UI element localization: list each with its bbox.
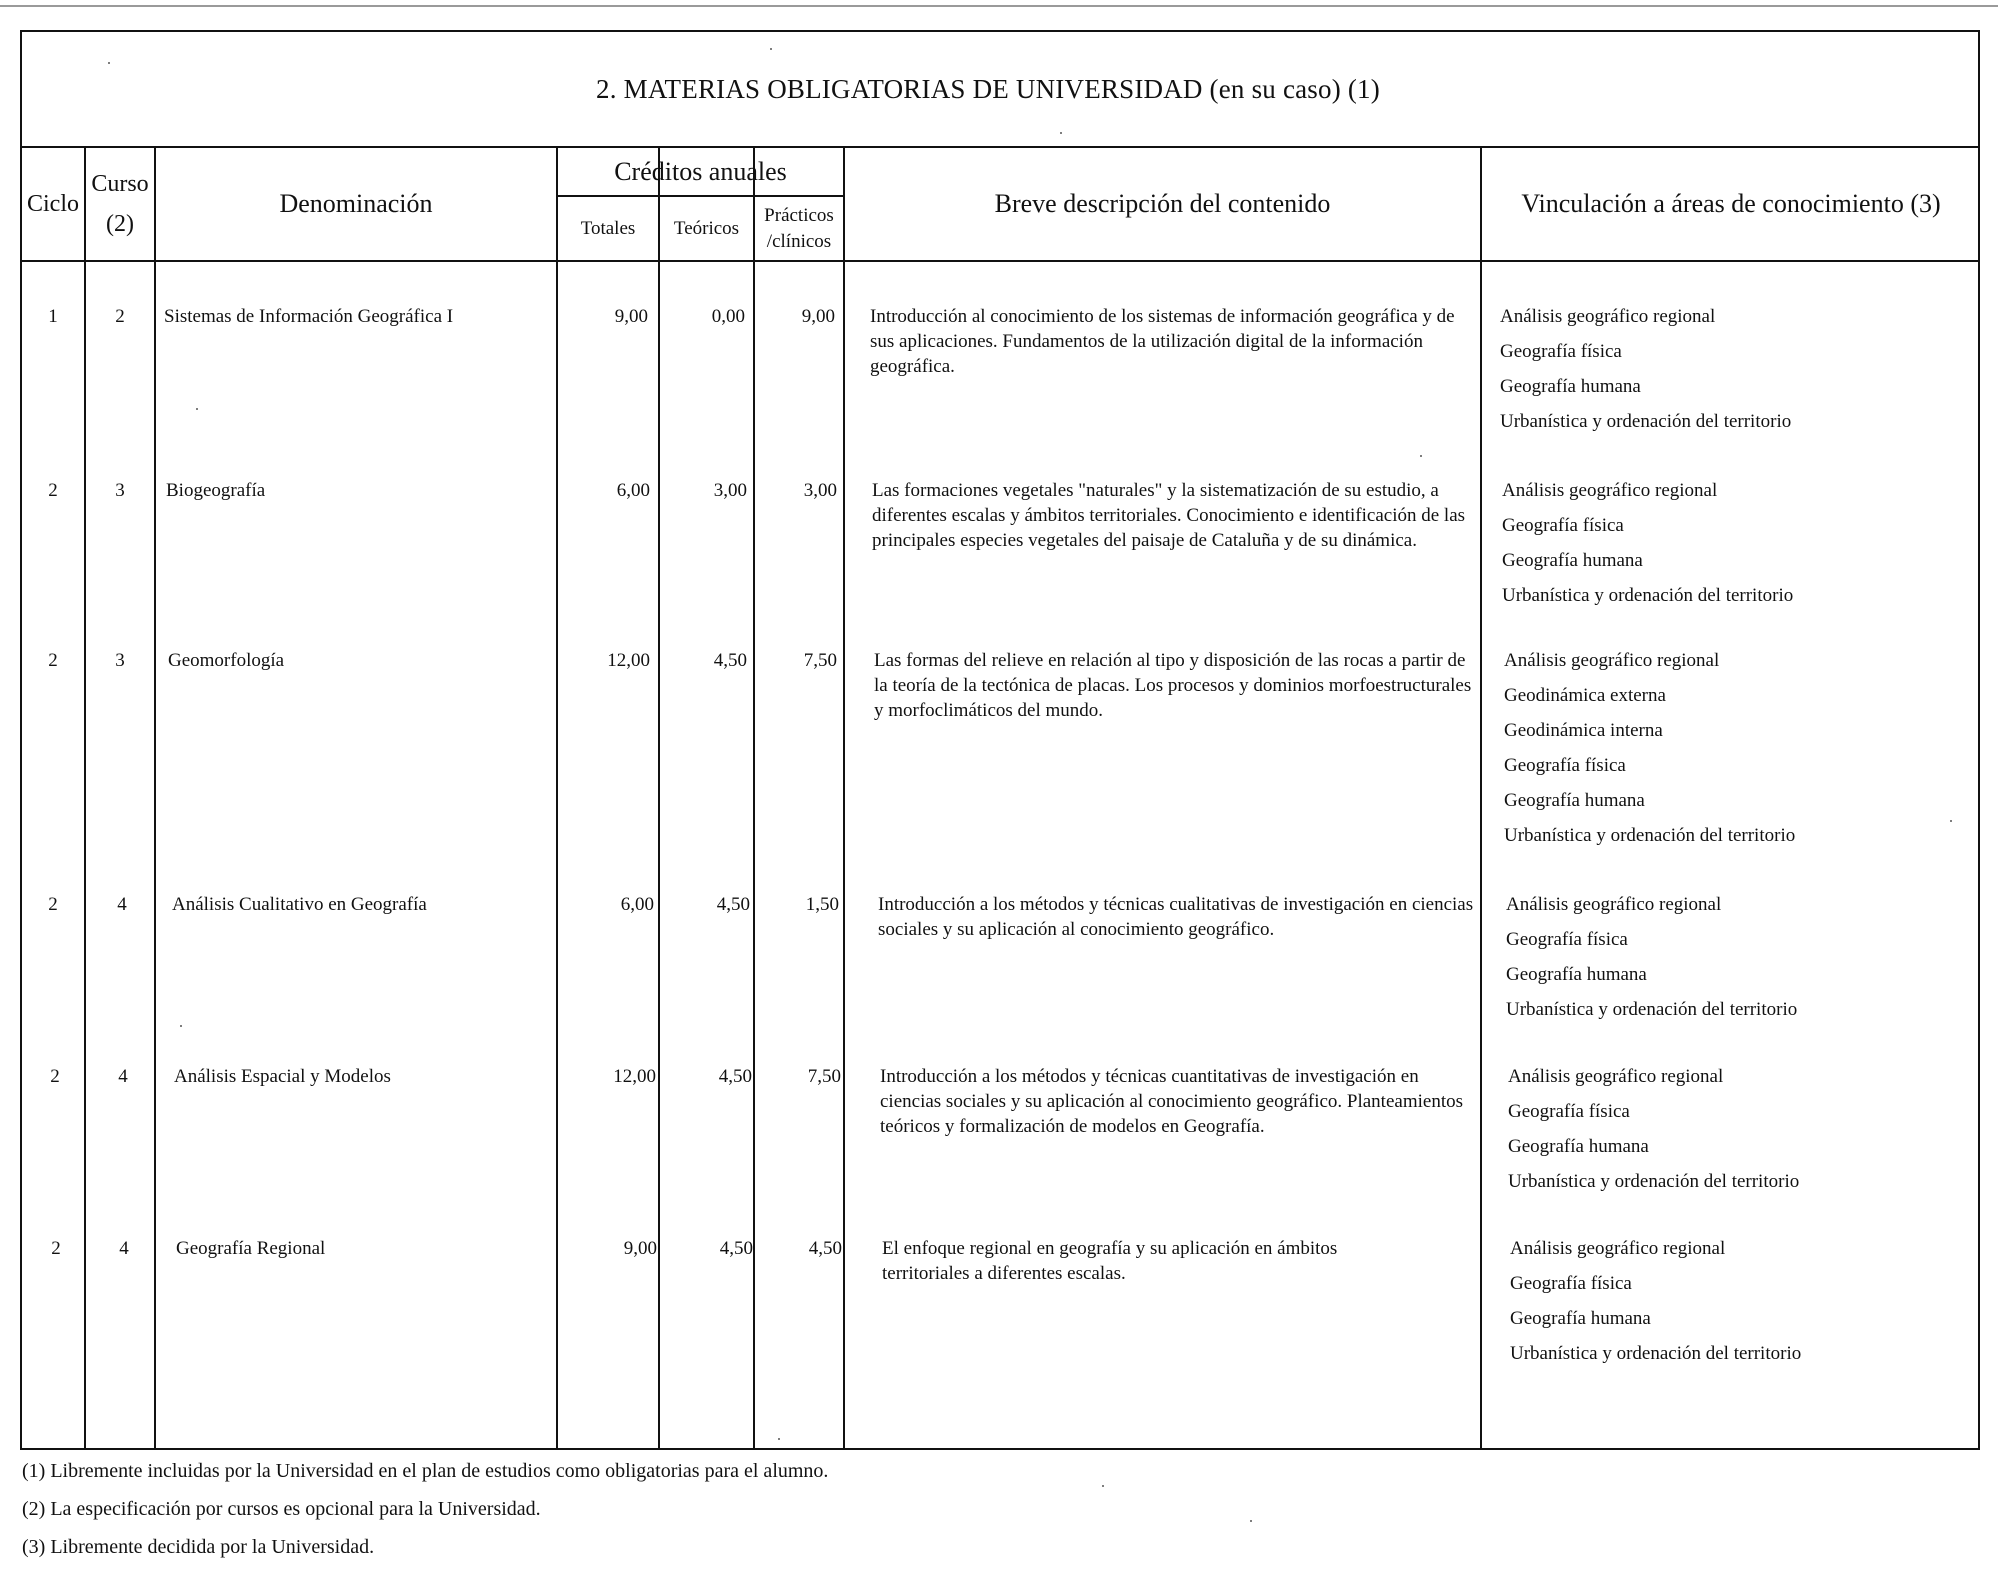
row-4-ciclo: 2: [48, 894, 58, 915]
row-3-teoricos: 4,50: [713, 650, 747, 671]
col-divider: [1480, 148, 1482, 1448]
row-6-ciclo: 2: [51, 1238, 61, 1259]
row-1-curso: 2: [115, 306, 125, 327]
row-1-descripcion: Introducción al conocimiento de los sistemas de información geográfica y de sus aplicaciones. Fundamentos de la utilización digital de la información geográfica.: [870, 306, 1455, 377]
area-item: Análisis geográfico regional: [1508, 1066, 1724, 1087]
area-item: Análisis geográfico regional: [1510, 1238, 1726, 1259]
area-item: Geografía humana: [1502, 550, 1643, 571]
header-teoricos: Teóricos: [673, 217, 740, 239]
row-2-curso: 3: [115, 480, 125, 501]
scan-speck: [778, 1438, 780, 1440]
header-practicos: [755, 197, 843, 260]
area-item: Geografía humana: [1508, 1136, 1649, 1157]
scan-speck: [196, 408, 198, 410]
row-4-areas: [1506, 892, 1976, 1032]
area-item: Geografía humana: [1500, 376, 1641, 397]
row-1-totales: 9,00: [614, 306, 648, 327]
footnote-2: (2) La especificación por cursos es opcional para la Universidad.: [22, 1498, 541, 1520]
area-item: Urbanística y ordenación del territorio: [1508, 1171, 1800, 1192]
row-3-practicos: 7,50: [803, 650, 837, 671]
header-descripcion: Breve descripción del contenido: [994, 189, 1331, 218]
row-3-totales: 12,00: [607, 650, 650, 671]
row-4-descripcion: Introducción a los métodos y técnicas cualitativas de investigación en ciencias sociales y su aplicación al conocimiento geográfico.: [878, 894, 1474, 940]
row-3-denominacion: Geomorfología: [168, 650, 285, 671]
row-2-practicos: 3,00: [803, 480, 837, 501]
footnote-1: (1) Libremente incluidas por la Universidad en el plan de estudios como obligatorias para el alumno.: [22, 1460, 829, 1482]
scan-speck: [108, 62, 110, 64]
header-ciclo: Ciclo: [27, 190, 79, 217]
area-item: Geografía física: [1508, 1101, 1630, 1122]
row-4-totales: 6,00: [620, 894, 654, 915]
row-2-areas: [1502, 478, 1972, 618]
row-1-areas: [1500, 304, 1970, 444]
header-curso: [86, 148, 154, 260]
header-curso-label: Curso: [91, 171, 149, 197]
subjects-table: [20, 30, 1980, 1450]
row-1-denominacion: Sistemas de Información Geográfica I: [164, 306, 454, 327]
area-item: Urbanística y ordenación del territorio: [1510, 1343, 1802, 1364]
row-5-practicos: 7,50: [807, 1066, 841, 1087]
row-2-denominacion: Biogeografía: [166, 480, 266, 501]
area-item: Geografía humana: [1510, 1308, 1651, 1329]
row-5-curso: 4: [118, 1066, 128, 1087]
header-curso-note: (2): [106, 211, 134, 237]
top-rule: [0, 5, 1998, 7]
scan-speck: [1250, 1520, 1252, 1522]
row-6-curso: 4: [119, 1238, 129, 1259]
row-1-ciclo: 1: [48, 306, 58, 327]
footnote-3: (3) Libremente decidida por la Universidad.: [22, 1536, 375, 1558]
area-item: Análisis geográfico regional: [1504, 650, 1720, 671]
row-5-totales: 12,00: [613, 1066, 656, 1087]
header-bottom-rule: [22, 260, 1978, 262]
row-2-totales: 6,00: [616, 480, 650, 501]
header-totales: Totales: [580, 217, 636, 239]
area-item: Urbanística y ordenación del territorio: [1502, 585, 1794, 606]
row-4-practicos: 1,50: [805, 894, 839, 915]
row-4-denominacion: Análisis Cualitativo en Geografía: [172, 894, 427, 915]
row-6-descripcion: El enfoque regional en geografía y su aplicación en ámbitos territoriales a diferentes escalas.: [882, 1238, 1338, 1284]
row-2-descripcion: Las formaciones vegetales "naturales" y la sistematización de su estudio, a diferentes escalas y ámbitos territoriales. Conocimiento e identificación de las principales especies vegetales del paisaje de Cataluña y de su dinámica.: [872, 480, 1466, 551]
area-item: Geografía física: [1504, 755, 1626, 776]
area-item: Geografía física: [1502, 515, 1624, 536]
header-practicos-line2: /clínicos: [766, 230, 832, 252]
area-item: Geodinámica externa: [1504, 685, 1666, 706]
area-item: Análisis geográfico regional: [1500, 306, 1716, 327]
scan-speck: [1950, 820, 1952, 822]
area-item: Geografía física: [1506, 929, 1628, 950]
row-1-teoricos: 0,00: [711, 306, 745, 327]
row-5-teoricos: 4,50: [718, 1066, 752, 1087]
col-divider: [843, 148, 845, 1448]
row-5-areas: [1508, 1064, 1978, 1204]
scan-speck: [770, 48, 772, 50]
row-3-descripcion: Las formas del relieve en relación al tipo y disposición de las rocas a partir de la teoría de la tectónica de placas. Los procesos y dominios morfoestructurales y morfoclimáticos del mundo.: [874, 650, 1472, 721]
row-6-totales: 9,00: [623, 1238, 657, 1259]
scan-speck: [1420, 455, 1422, 457]
scan-speck: [180, 1025, 182, 1027]
row-3-areas: [1504, 648, 1974, 858]
row-5-descripcion: Introducción a los métodos y técnicas cuantitativas de investigación en ciencias sociales y su aplicación al conocimiento geográfico. Planteamientos teóricos y formalización de modelos en Geografía.: [880, 1066, 1463, 1137]
row-3-curso: 3: [115, 650, 125, 671]
area-item: Geografía física: [1500, 341, 1622, 362]
header-creditos: Créditos anuales: [614, 156, 787, 186]
area-item: Urbanística y ordenación del territorio: [1504, 825, 1796, 846]
row-6-practicos: 4,50: [808, 1238, 842, 1259]
area-item: Geografía humana: [1504, 790, 1645, 811]
area-item: Análisis geográfico regional: [1502, 480, 1718, 501]
row-4-curso: 4: [117, 894, 127, 915]
header-denominacion: Denominación: [279, 189, 433, 218]
table-title-text: 2. MATERIAS OBLIGATORIAS DE UNIVERSIDAD (en su caso) (1): [596, 73, 1380, 104]
area-item: Urbanística y ordenación del territorio: [1506, 999, 1798, 1020]
row-1-practicos: 9,00: [801, 306, 835, 327]
scan-speck: [1102, 1485, 1104, 1487]
row-6-areas: [1510, 1236, 1978, 1376]
table-title: [22, 32, 1978, 148]
header-practicos-line1: Prácticos: [764, 204, 834, 226]
area-item: Geografía humana: [1506, 964, 1647, 985]
row-2-ciclo: 2: [48, 480, 58, 501]
area-item: Análisis geográfico regional: [1506, 894, 1722, 915]
scan-speck: [1060, 132, 1062, 134]
row-4-teoricos: 4,50: [716, 894, 750, 915]
row-6-teoricos: 4,50: [719, 1238, 753, 1259]
area-item: Geografía física: [1510, 1273, 1632, 1294]
header-vinculacion: Vinculación a áreas de conocimiento (3): [1521, 189, 1941, 218]
row-2-teoricos: 3,00: [713, 480, 747, 501]
row-6-denominacion: Geografía Regional: [176, 1238, 326, 1259]
footnotes: [22, 1458, 828, 1572]
row-5-denominacion: Análisis Espacial y Modelos: [174, 1066, 391, 1087]
area-item: Geodinámica interna: [1504, 720, 1663, 741]
row-5-ciclo: 2: [50, 1066, 60, 1087]
row-3-ciclo: 2: [48, 650, 58, 671]
area-item: Urbanística y ordenación del territorio: [1500, 411, 1792, 432]
